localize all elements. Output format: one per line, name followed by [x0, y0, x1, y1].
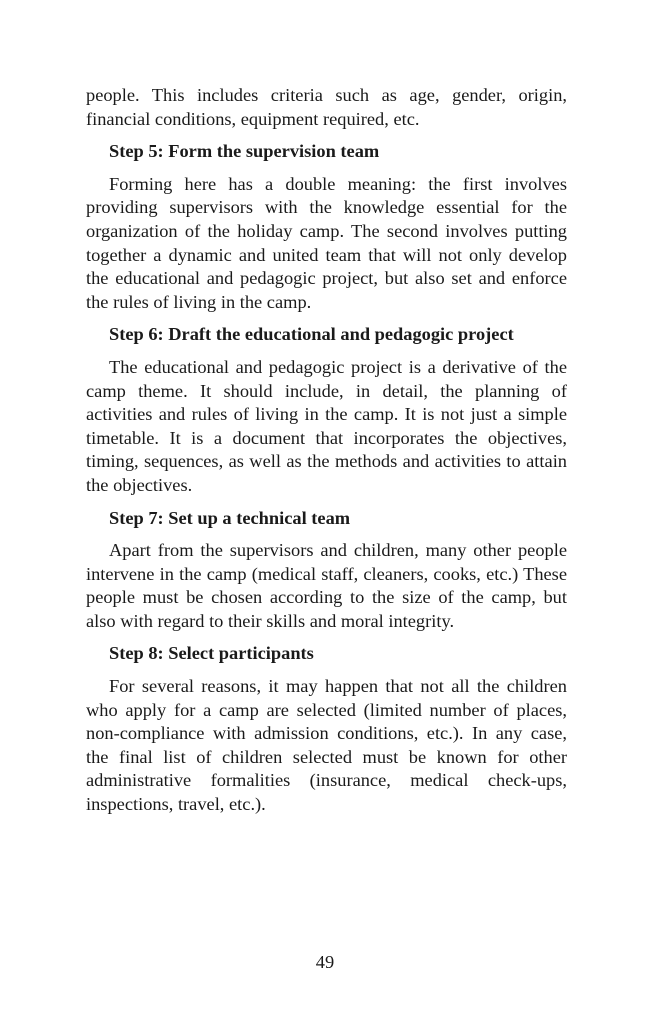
- page-content: [86, 84, 567, 817]
- intro-paragraph: people. This includes criteria such as age, gender, origin, financial conditions, equipment required, etc.: [86, 85, 567, 129]
- step-6-body: The educational and pedagogic project is a derivative of the camp theme. It should include, in detail, the planning of activities and rules of living in the camp. It is not just a simple timetable. It is a document that incorporates the objectives, timing, sequences, as well as the methods and activities to attain the objectives.: [86, 356, 567, 495]
- step-6-heading: Step 6: Draft the educational and pedagogic project: [109, 324, 514, 345]
- page-number: 49: [315, 952, 335, 972]
- step-7-heading: Step 7: Set up a technical team: [109, 507, 351, 528]
- step-8-body: For several reasons, it may happen that not all the children who apply for a camp are selected (limited number of places, non-compliance with admission conditions, etc.). In any case, the final list of children selected must be known for other administrative formalities (insurance, medical check-ups, inspections, travel, etc.).: [86, 676, 567, 815]
- step-7-body: Apart from the supervisors and children, many other people intervene in the camp (medical staff, cleaners, cooks, etc.) These people must be chosen according to the size of the camp, but also with regard to their skills and moral integrity.: [86, 540, 567, 631]
- step-5-body: Forming here has a double meaning: the first involves providing supervisors with the knowledge essential for the organization of the holiday camp. The second involves putting together a dynamic and united team that will not only develop the educational and pedagogic project, but also set and enforce the rules of living in the camp.: [86, 173, 567, 312]
- step-5-heading: Step 5: Form the supervision team: [109, 141, 380, 162]
- step-8-heading: Step 8: Select participants: [109, 643, 314, 664]
